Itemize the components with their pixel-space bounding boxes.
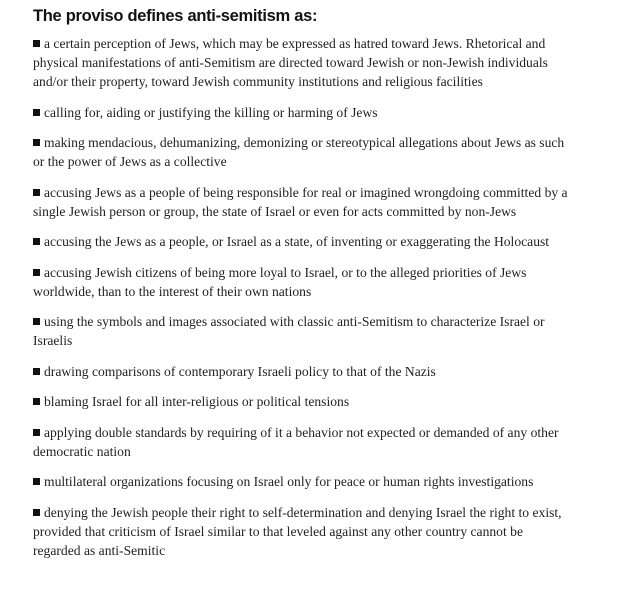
list-item-text: multilateral organizations focusing on Israel only for peace or human rights investigations (44, 474, 534, 489)
list-item (33, 423, 573, 461)
list-item-text: applying double standards by requiring of it a behavior not expected or demanded of any other democratic nation (33, 424, 559, 459)
list-item-text: drawing comparisons of contemporary Israeli policy to that of the Nazis (44, 363, 436, 379)
square-bullet-icon (33, 189, 40, 196)
list-item-text: blaming Israel for all inter-religious or political tensions (44, 394, 350, 409)
list-item-text: a certain perception of Jews, which may be expressed as hatred toward Jews. Rhetorical and physical manifestations of anti-Semitism are directed toward Jewish or non-Jewish individuals and/or their property, toward Jewish community institutions and religious facilities (33, 36, 548, 89)
list-item (33, 472, 573, 491)
list-item (33, 263, 573, 301)
square-bullet-icon (33, 238, 40, 245)
list-item (33, 503, 573, 560)
square-bullet-icon (33, 429, 40, 436)
list-item-text: denying the Jewish people their right to self-determination and denying Israel the right to exist, provided that criticism of Israel similar to that leveled against any other country cannot be regarded as anti-Semitic (33, 504, 562, 558)
list-item (33, 183, 573, 221)
square-bullet-icon (33, 318, 40, 325)
list-item-text: using the symbols and images associated with classic anti-Semitism to characterize Israel or Israelis (33, 314, 545, 348)
square-bullet-icon (33, 398, 40, 405)
square-bullet-icon (33, 509, 40, 516)
square-bullet-icon (33, 109, 40, 116)
list-item-text: accusing Jews as a people of being responsible for real or imagined wrongdoing committed by a single Jewish person or group, the state of Israel or even for acts committed by non-Jews (33, 184, 568, 219)
list-item-text: calling for, aiding or justifying the killing or harming of Jews (44, 104, 378, 120)
square-bullet-icon (33, 368, 40, 375)
list-item-text: making mendacious, dehumanizing, demonizing or stereotypical allegations about Jews as such or the power of Jews as a collective (33, 135, 565, 169)
list-item (33, 392, 573, 411)
list-item-text: accusing the Jews as a people, or Israel as a state, of inventing or exaggerating the Holocaust (44, 234, 550, 249)
list-item (33, 312, 573, 350)
square-bullet-icon (33, 40, 40, 47)
list-item (33, 34, 573, 91)
definition-list (33, 34, 573, 560)
square-bullet-icon (33, 139, 40, 146)
square-bullet-icon (33, 269, 40, 276)
list-item-text: accusing Jewish citizens of being more loyal to Israel, or to the alleged priorities of Jews worldwide, than to the interest of their own nations (33, 264, 527, 299)
list-item (33, 133, 573, 171)
section-heading: The proviso defines anti-semitism as: (33, 7, 318, 25)
list-item (33, 232, 573, 251)
article-section (33, 5, 573, 571)
list-item (33, 362, 573, 381)
square-bullet-icon (33, 478, 40, 485)
list-item (33, 103, 573, 122)
